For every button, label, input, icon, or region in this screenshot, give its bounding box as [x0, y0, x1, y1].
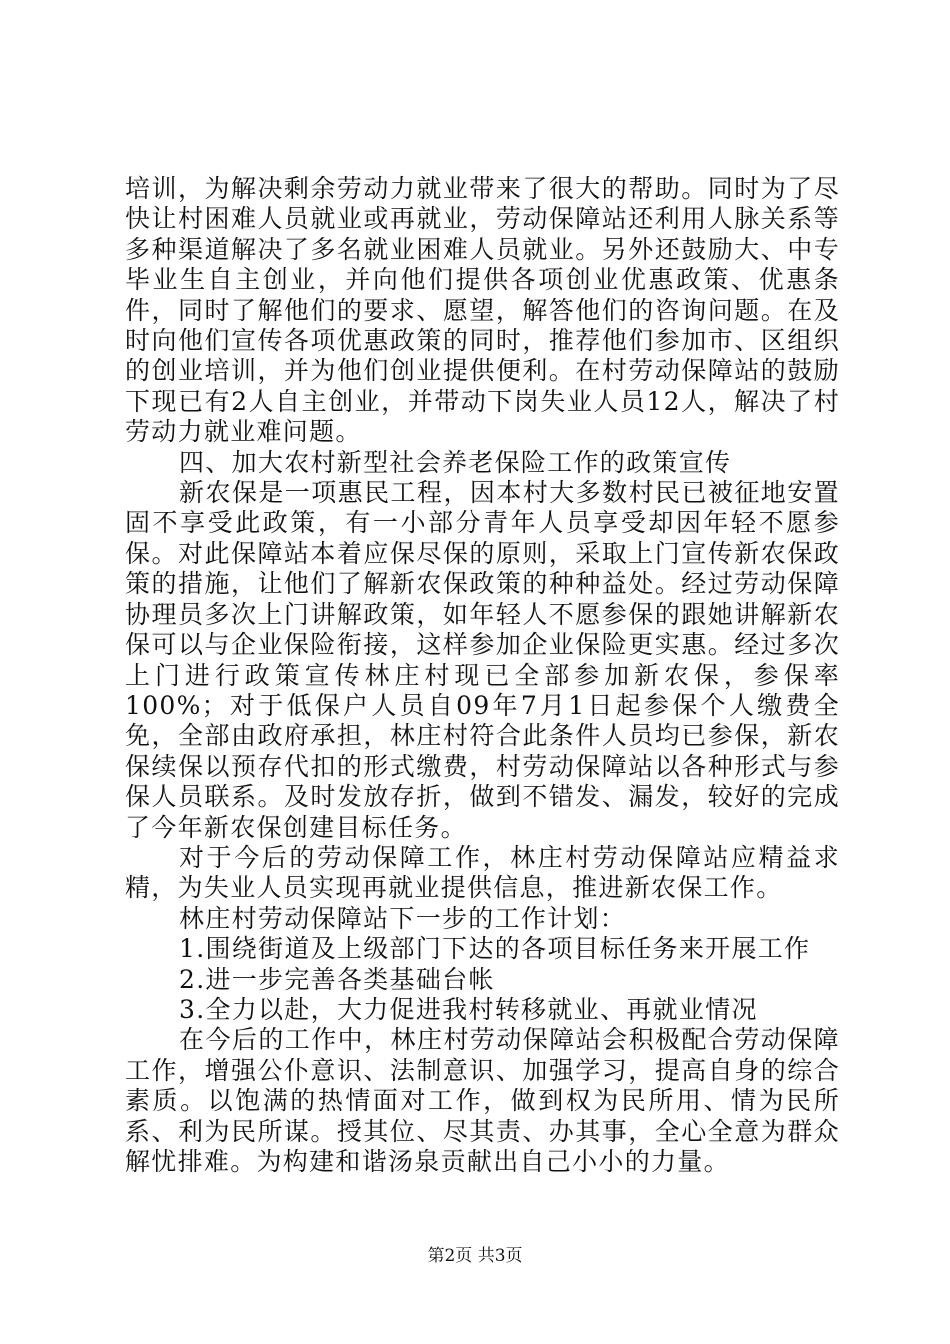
plan-item-3: 3.全力以赴，大力促进我村转移就业、再就业情况: [179, 994, 758, 1024]
paragraph-future-work: 对于今后的劳动保障工作，林庄村劳动保障站应精益求精，为失业人员实现再就业提供信息，推进新农保工作。: [125, 842, 840, 903]
paragraph-conclusion: 在今后的工作中，林庄村劳动保障站会积极配合劳动保障工作，增强公仆意识、法制意识、加强学习，提高自身的综合素质。以饱满的热情面对工作，做到权为民所用、情为民所系、利为民所谋。授其位、尽其责、办其事，全心全意为群众解忧排难。为构建和谐汤泉贡献出自己小小的力量。: [125, 1025, 840, 1176]
paragraph-training-employment: 培训，为解决剩余劳动力就业带来了很大的帮助。同时为了尽快让村困难人员就业或再就业，劳动保障站还利用人脉关系等多种渠道解决了多名就业困难人员就业。另外还鼓励大、中专毕业生自主创业，并向他们提供各项创业优惠政策、优惠条件，同时了解他们的要求、愿望，解答他们的咨询问题。在及时向他们宣传各项优惠政策的同时，推荐他们参加市、区组织的创业培训，并为他们创业提供便利。在村劳动保障站的鼓励下现已有2人自主创业，并带动下岗失业人员12人，解决了村劳动力就业难问题。: [125, 174, 840, 447]
plan-item-1: 1.围绕街道及上级部门下达的各项目标任务来开展工作: [179, 934, 811, 964]
page-number-footer: 第2页 共3页: [427, 1246, 523, 1266]
paragraph-new-rural-pension: 新农保是一项惠民工程，因本村大多数村民已被征地安置固不享受此政策，有一小部分青年人员享受却因年轻不愿参保。对此保障站本着应保尽保的原则，采取上门宣传新农保政策的措施，让他们了解新农保政策的种种益处。经过劳动保障协理员多次上门讲解政策，如年轻人不愿参保的跟她讲解新农保可以与企业保险衔接，这样参加企业保险更实惠。经过多次上门进行政策宣传林庄村现已全部参加新农保，参保率100%；对于低保户人员自09年7月1日起参保个人缴费全免，全部由政府承担，林庄村符合此条件人员均已参保，新农保续保以预存代扣的形式缴费，村劳动保障站以各种形式与参保人员联系。及时发放存折，做到不错发、漏发，较好的完成了今年新农保创建目标任务。: [125, 478, 840, 842]
plan-heading: 林庄村劳动保障站下一步的工作计划：: [179, 903, 627, 933]
plan-item-2: 2.进一步完善各类基础台帐: [179, 964, 495, 994]
section-heading-pension-policy: 四、加大农村新型社会养老保险工作的政策宣传: [179, 447, 732, 477]
document-body: [125, 174, 840, 1177]
